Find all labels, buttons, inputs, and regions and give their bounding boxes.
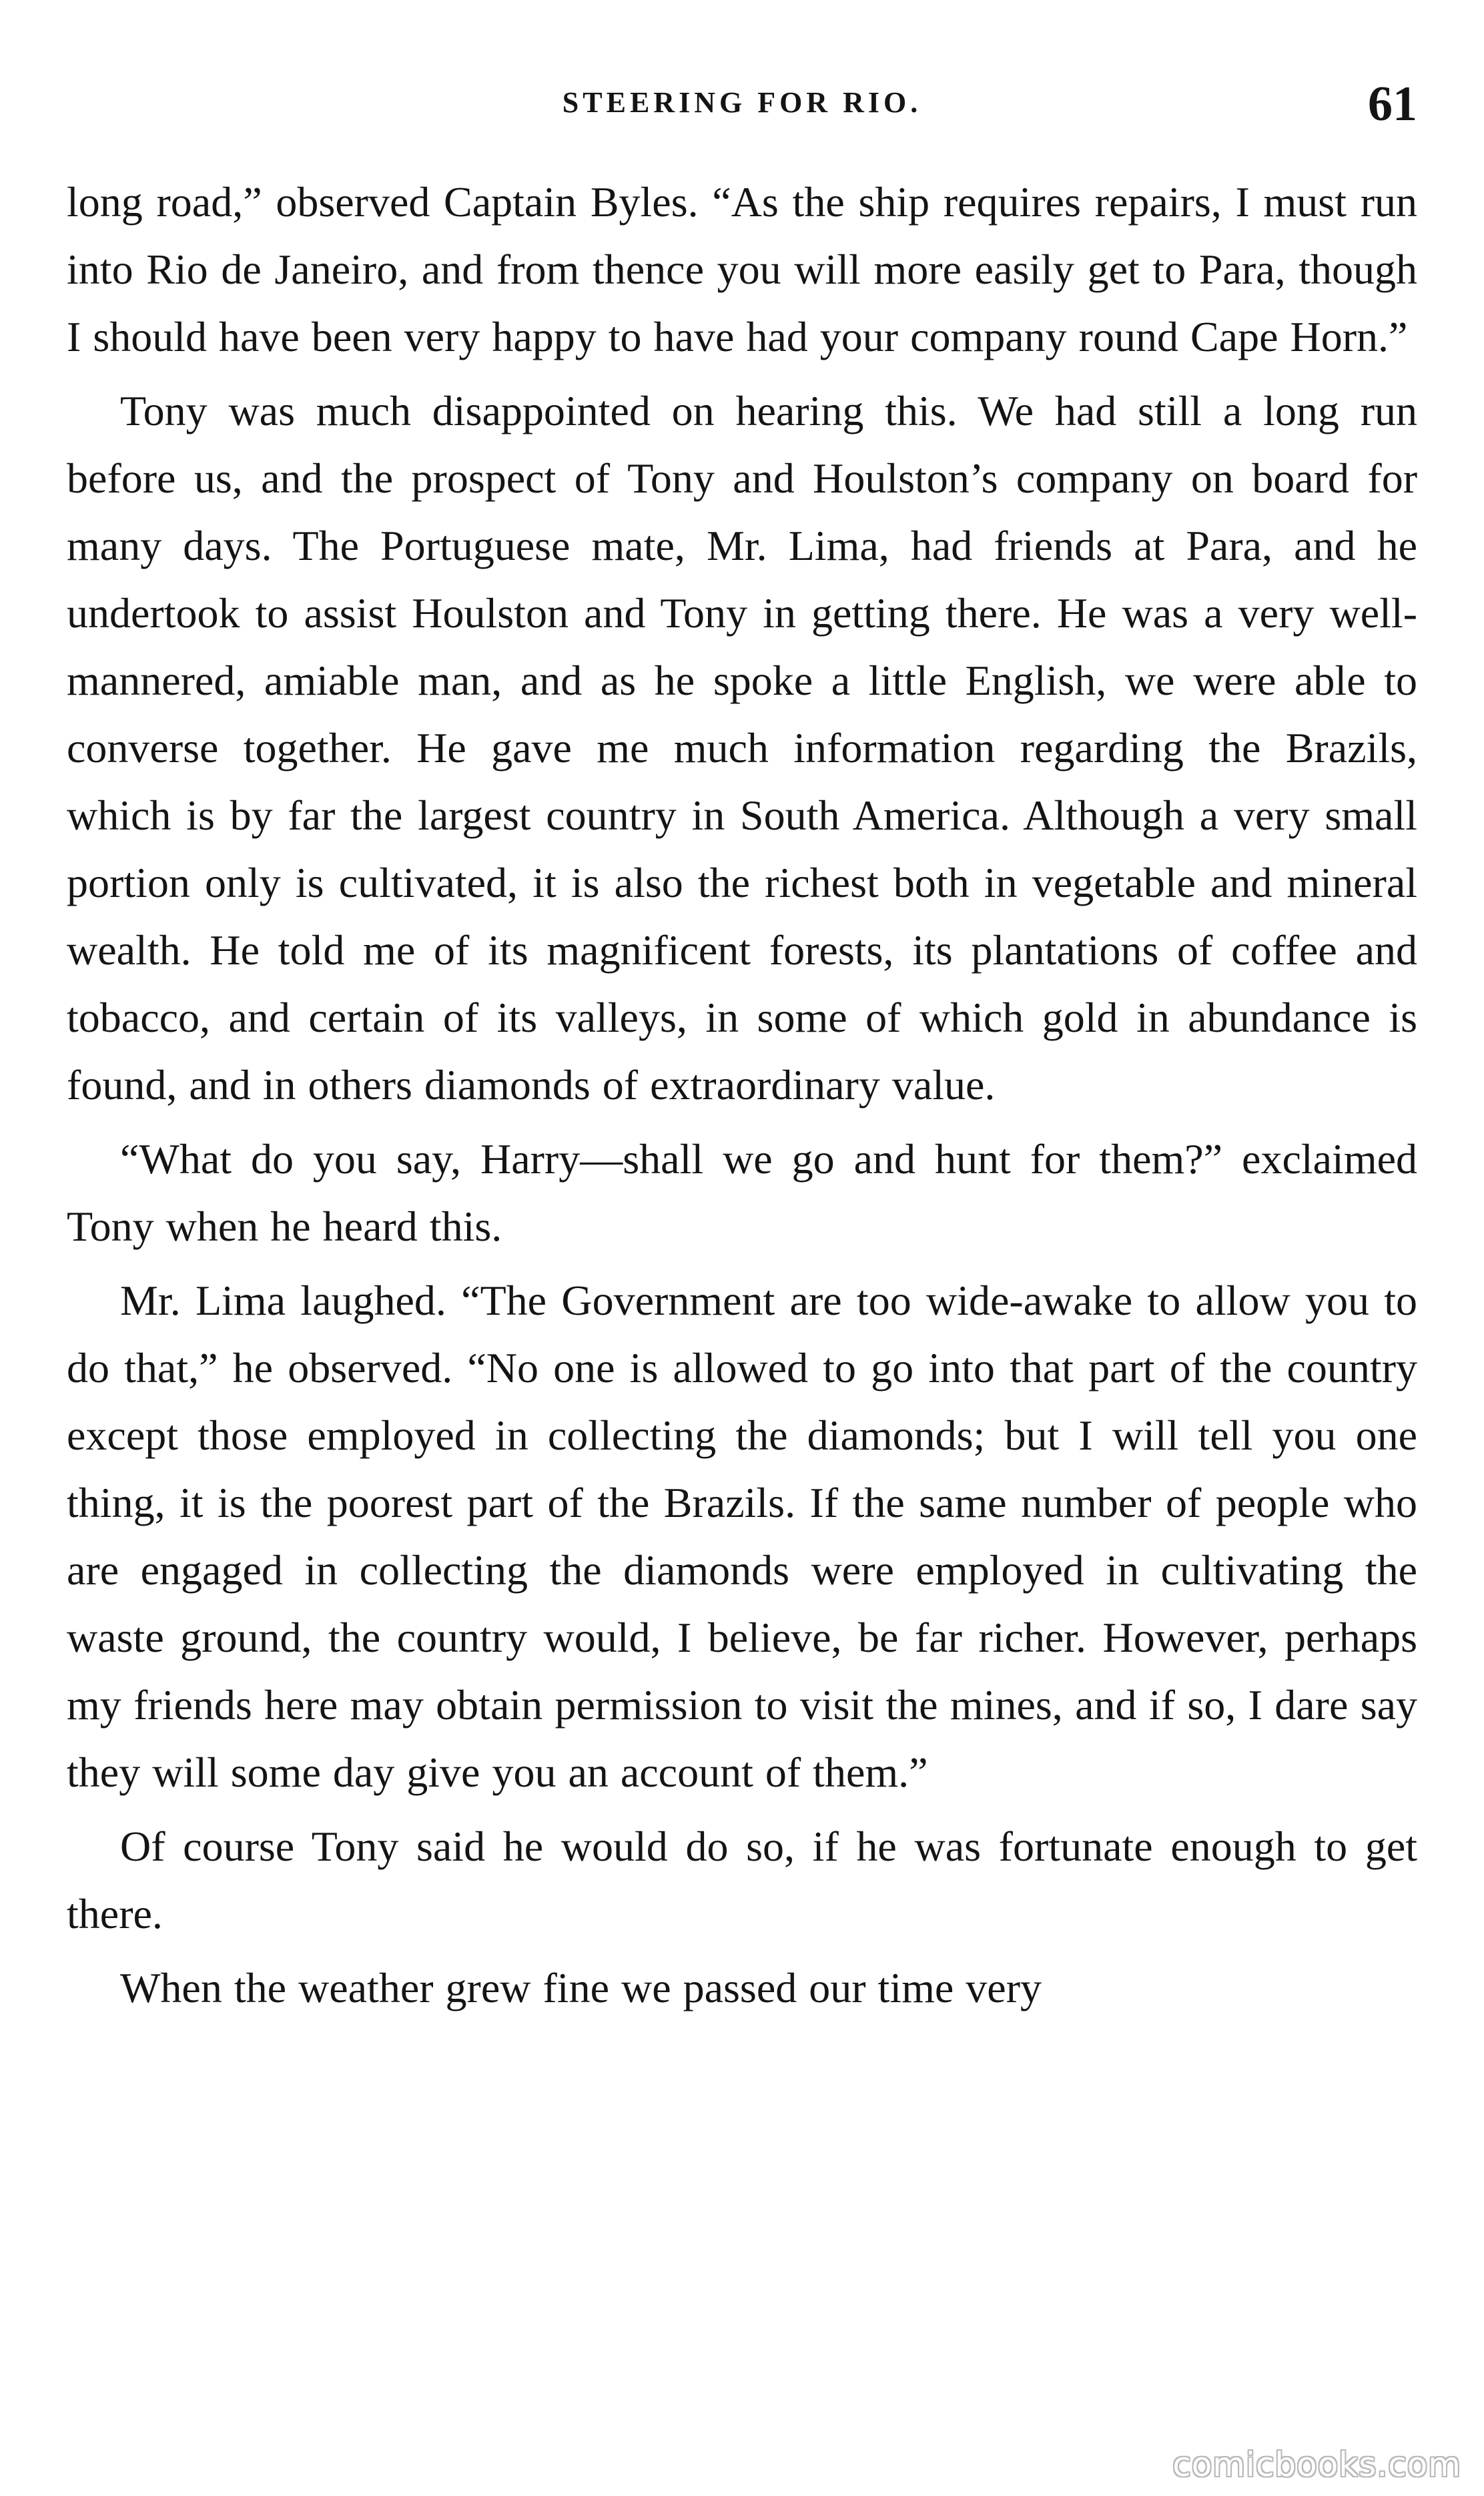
body-text [67, 168, 1417, 2028]
paragraph: Of course Tony said he would do so, if he was fortunate enough to get there. [67, 1823, 1417, 1937]
watermark: comicbooks.com [1172, 2445, 1461, 2484]
paragraph: Mr. Lima laughed. “The Government are too wide-awake to allow you to do that,” he observed. “No one is allowed to go into that part of the country except those employed in collecting the diamonds; but I will tell you one thing, it is the poorest part of the Brazils. If the same number of people who are engaged in collecting the diamonds were employed in cultivating the waste ground, the country would, I believe, be far richer. However, perhaps my friends here may obtain permission to visit the mines, and if so, I dare say they will some day give you an account of them.” [67, 1277, 1417, 1796]
paragraph: When the weather grew fine we passed our time very [120, 1964, 1042, 2011]
running-header [0, 77, 1484, 145]
paragraph: “What do you say, Harry—shall we go and hunt for them?” exclaimed Tony when he heard this. [67, 1135, 1417, 1250]
running-title: STEERING FOR RIO. [562, 86, 922, 119]
page-number: 61 [1368, 77, 1417, 131]
paragraph: Tony was much disappointed on hearing this. We had still a long run before us, and the prospect of Tony and Houlston’s company on board for many days. The Portuguese mate, Mr. Lima, had friends at Para, and he undertook to assist Houlston and Tony in getting there. He was a very well-mannered, amiable man, and as he spoke a little English, we were able to converse together. He gave me much information regarding the Brazils, which is by far the largest country in South America. Although a very small portion only is cultivated, it is also the richest both in vegetable and mineral wealth. He told me of its magnificent forests, its plantations of coffee and tobacco, and certain of its valleys, in some of which gold in abundance is found, and in others diamonds of extraordinary value. [67, 387, 1417, 1109]
paragraph-continued: long road,” observed Captain Byles. “As the ship requires repairs, I must run into Rio de Janeiro, and from thence you will more easily get to Para, though I should have been very happy to have had your company round Cape Horn.” [67, 178, 1417, 360]
